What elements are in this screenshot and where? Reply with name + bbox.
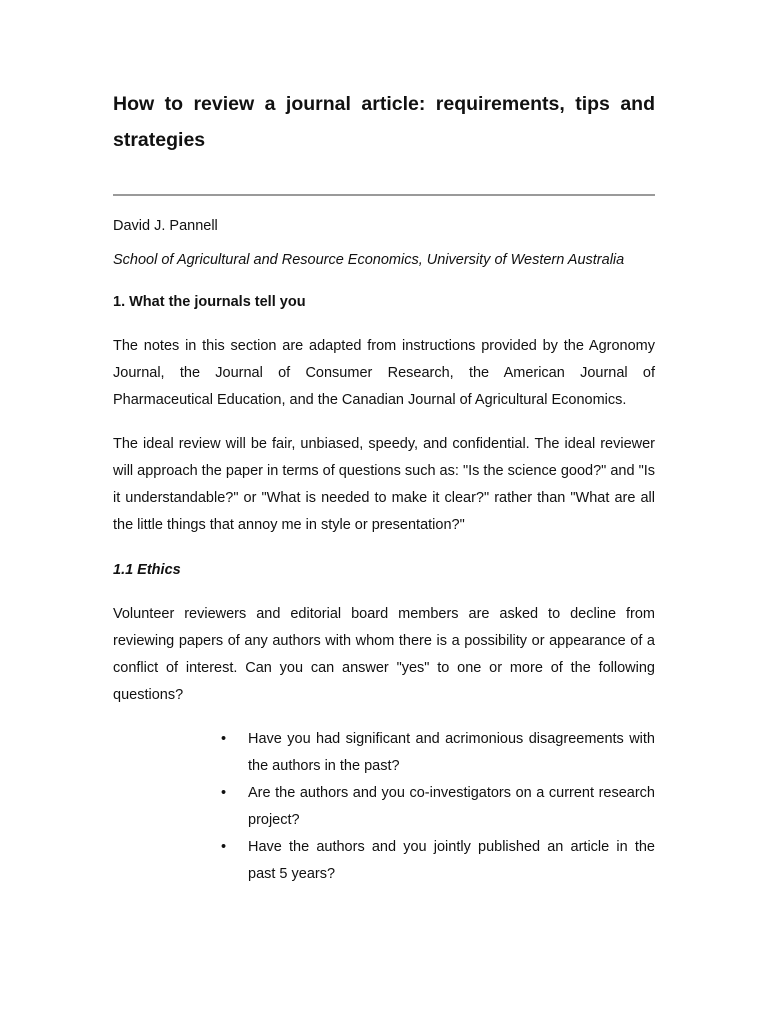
list-item: [221, 834, 655, 888]
list-item-text: Have the authors and you jointly published an article in the past 5 years?: [248, 839, 655, 882]
document-title: How to review a journal article: requirements, tips and strategies: [113, 93, 655, 151]
document-page: [113, 0, 655, 1024]
paragraph-conflict-of-interest: Volunteer reviewers and editorial board members are asked to decline from reviewing papers of any authors with whom there is a possibility or appearance of a conflict of interest. Can you can answer "yes" to one or more of the following questions?: [113, 606, 655, 703]
paragraph-notes-source: The notes in this section are adapted from instructions provided by the Agronomy Journal, the Journal of Consumer Research, the American Journal of Pharmaceutical Education, and the Canadian Journal of Agricultural Economics.: [113, 338, 655, 408]
bullet-icon: •: [221, 839, 227, 855]
list-item: [221, 726, 655, 780]
list-item-text: Are the authors and you co-investigators on a current research project?: [248, 785, 655, 828]
author-affiliation: School of Agricultural and Resource Economics, University of Western Australia: [113, 252, 625, 268]
title-divider: [113, 194, 655, 196]
section-heading-journals: 1. What the journals tell you: [113, 294, 306, 310]
paragraph-ideal-review: The ideal review will be fair, unbiased, speedy, and confidential. The ideal reviewer will approach the paper in terms of questions such as: "Is the science good?" and "Is it understandable?" or "What is needed to make it clear?" rather than "What are all the little things that annoy me in style or presentation?": [113, 436, 655, 533]
list-item-text: Have you had significant and acrimonious disagreements with the authors in the past?: [248, 731, 655, 774]
section-heading-ethics: 1.1 Ethics: [113, 562, 181, 578]
conflict-questions-list: [221, 726, 655, 888]
bullet-icon: •: [221, 785, 227, 801]
list-item: [221, 780, 655, 834]
bullet-icon: •: [221, 731, 227, 747]
author-name: David J. Pannell: [113, 218, 218, 234]
